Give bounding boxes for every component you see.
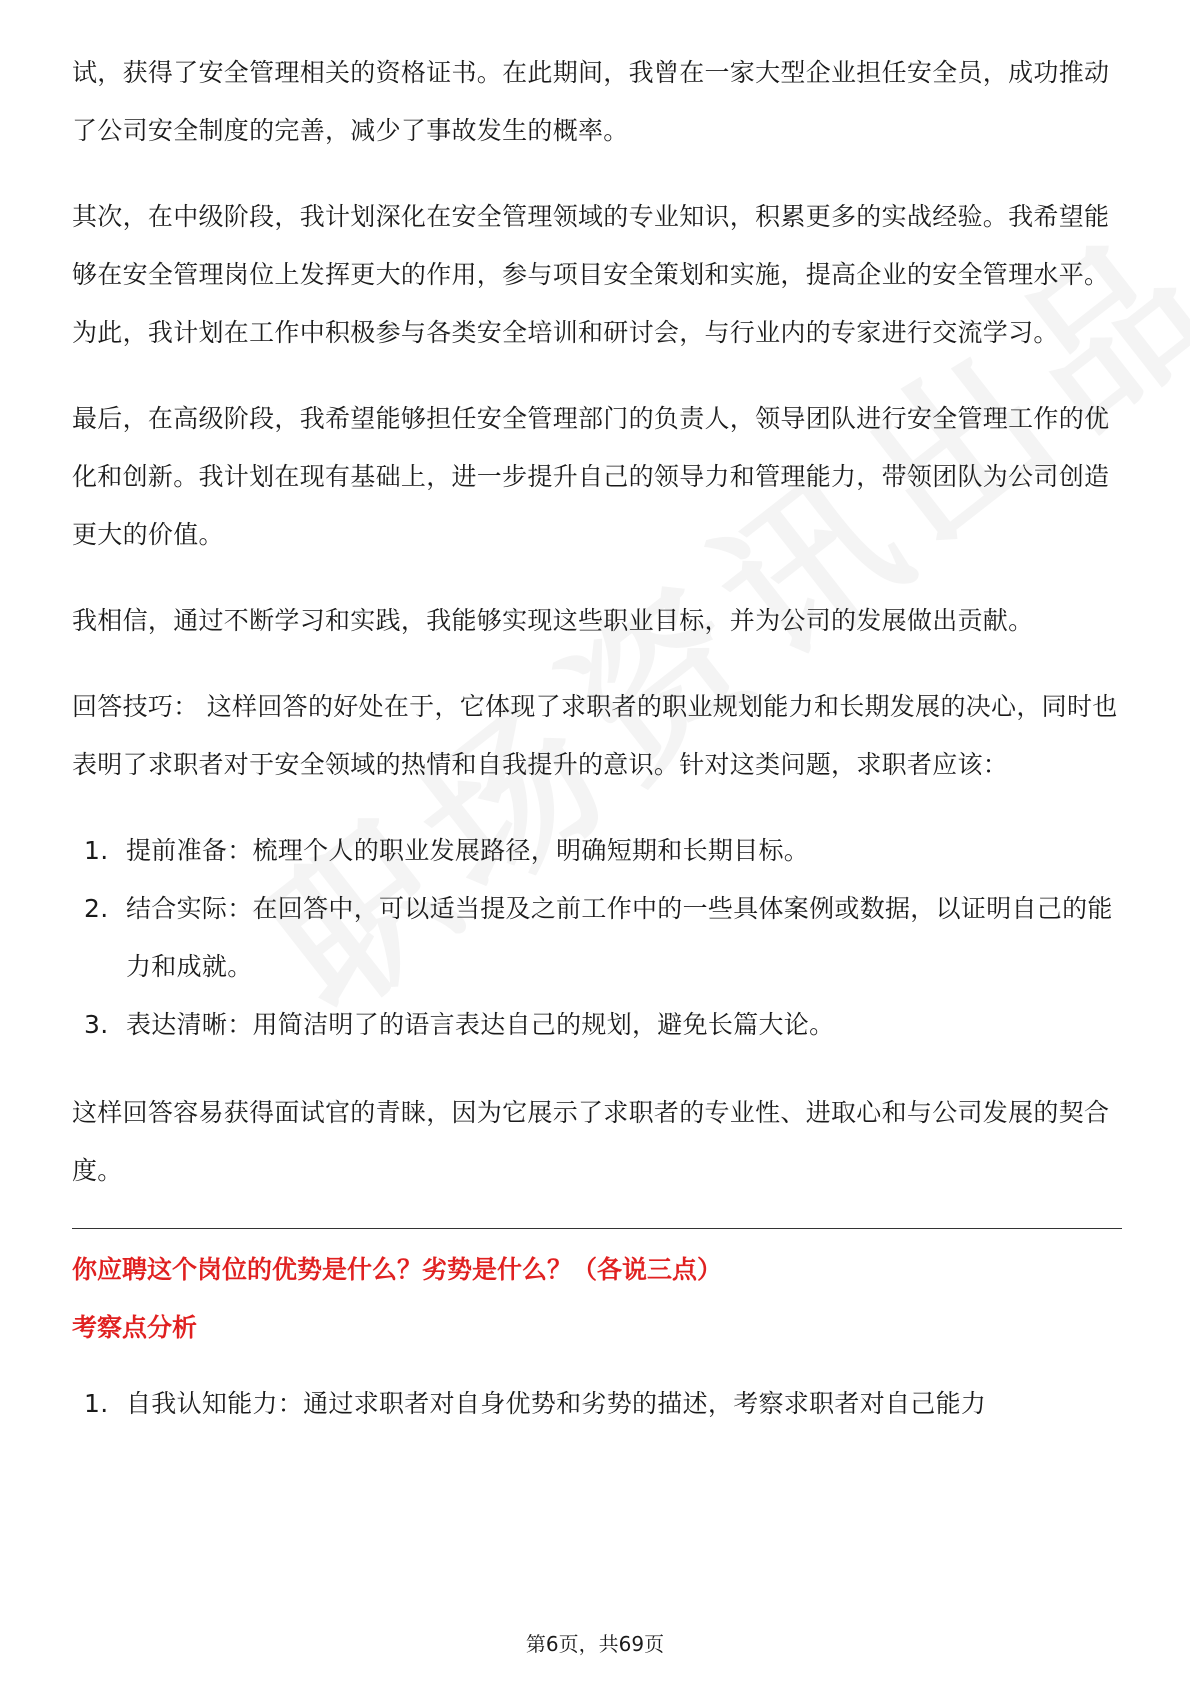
list-number: 1.: [84, 836, 109, 865]
list-item-text: 自我认知能力：通过求职者对自身优势和劣势的描述，考察求职者对自己能力: [126, 1389, 987, 1418]
list-item: [72, 880, 1122, 996]
page-content: [72, 44, 1122, 1463]
paragraph: 最后，在高级阶段，我希望能够担任安全管理部门的负责人，领导团队进行安全管理工作的优化和创新。我计划在现有基础上，进一步提升自己的领导力和管理能力，带领团队为公司创造更大的价值。: [72, 404, 1110, 549]
list-item-text: 结合实际：在回答中，可以适当提及之前工作中的一些具体案例或数据，以证明自己的能力和成就。: [126, 894, 1113, 981]
analysis-title: 考察点分析: [72, 1313, 198, 1342]
list-number: 1.: [84, 1389, 109, 1418]
analysis-list: [72, 1375, 1122, 1433]
list-item-text: 提前准备：梳理个人的职业发展路径，明确短期和长期目标。: [126, 836, 810, 865]
list-number: 2.: [84, 894, 109, 923]
tips-list: [72, 822, 1122, 1054]
list-item-text: 表达清晰：用简洁明了的语言表达自己的规划，避免长篇大论。: [126, 1010, 835, 1039]
paragraph: 我相信，通过不断学习和实践，我能够实现这些职业目标，并为公司的发展做出贡献。: [72, 606, 1034, 635]
paragraph: 其次，在中级阶段，我计划深化在安全管理领域的专业知识，积累更多的实战经验。我希望能够在安全管理岗位上发挥更大的作用，参与项目安全策划和实施，提高企业的安全管理水平。为此，我计划在工作中积极参与各类安全培训和研讨会，与行业内的专家进行交流学习。: [72, 202, 1110, 347]
closing-paragraph: 这样回答容易获得面试官的青睐，因为它展示了求职者的专业性、进取心和与公司发展的契合度。: [72, 1098, 1110, 1185]
paragraph: 试，获得了安全管理相关的资格证书。在此期间，我曾在一家大型企业担任安全员，成功推动了公司安全制度的完善，减少了事故发生的概率。: [72, 58, 1110, 145]
list-number: 3.: [84, 1010, 109, 1039]
list-item: [72, 822, 1122, 880]
answer-tips-paragraph: 回答技巧： 这样回答的好处在于，它体现了求职者的职业规划能力和长期发展的决心，同时也表明了求职者对于安全领域的热情和自我提升的意识。针对这类问题，求职者应该：: [72, 692, 1118, 779]
section-divider: [72, 1228, 1122, 1229]
list-item: [72, 1375, 1122, 1433]
list-item: [72, 996, 1122, 1054]
question-title: 你应聘这个岗位的优势是什么？劣势是什么？（各说三点）: [72, 1255, 723, 1284]
page-footer: 第6页，共69页: [525, 1632, 665, 1656]
